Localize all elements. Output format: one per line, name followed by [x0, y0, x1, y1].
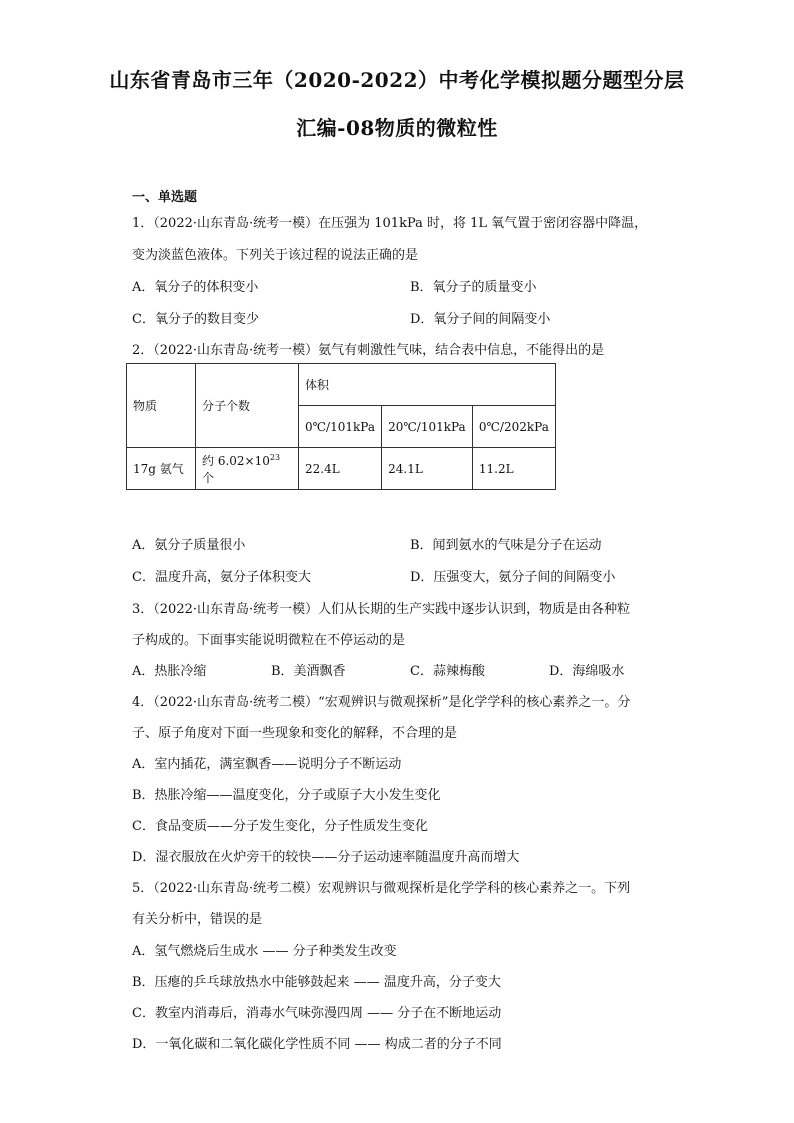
table-cell-volume-3: 11.2L	[472, 448, 555, 490]
question-2-option-c: C．温度升高，氨分子体积变大	[132, 570, 311, 585]
question-1-option-a: A．氧分子的体积变小	[132, 280, 259, 295]
table-header-molecule-count: 分子个数	[196, 364, 299, 448]
question-1-stem-line1: 1．（2022·山东青岛·统考一模）在压强为 101kPa 时，将 1L 氧气置于密闭容器中降温，	[132, 216, 648, 231]
section-heading: 一、单选题	[132, 190, 198, 205]
table-header-volume: 体积	[299, 364, 556, 406]
question-3-option-a: A．热胀冷缩	[132, 664, 207, 679]
question-4-option-b: B．热胀冷缩——温度变化，分子或原子大小发生变化	[132, 788, 441, 803]
question-5-stem-line2: 有关分析中，错误的是	[132, 912, 263, 927]
question-4-option-a: A．室内插花，满室飘香——说明分子不断运动	[132, 757, 402, 772]
table-cell-volume-1: 22.4L	[299, 448, 382, 490]
question-2-stem-line1: 2．（2022·山东青岛·统考一模）氨气有刺激性气味，结合表中信息，不能得出的是	[132, 343, 605, 358]
molecule-count-suffix: 个	[202, 470, 215, 485]
table-cell-molecule-count	[196, 448, 299, 490]
question-4-stem-line1: 4．（2022·山东青岛·统考二模）“宏观辨识与微观探析”是化学学科的核心素养之一。分	[132, 695, 631, 710]
table-cell-volume-2: 24.1L	[382, 448, 473, 490]
question-3-option-b: B．美酒飘香	[271, 664, 346, 679]
question-3-option-d: D．海绵吸水	[549, 664, 625, 679]
table-header-condition-2: 20℃/101kPa	[382, 406, 473, 448]
question-4-option-d: D．湿衣服放在火炉旁干的较快——分子运动速率随温度升高而增大	[132, 850, 520, 865]
question-4-stem-line2: 子、原子角度对下面一些现象和变化的解释，不合理的是	[132, 726, 458, 741]
question-2-option-d: D．压强变大，氨分子间的间隔变小	[410, 570, 616, 585]
question-2-option-b: B．闻到氨水的气味是分子在运动	[410, 538, 602, 553]
question-1-stem-line2: 变为淡蓝色液体。下列关于该过程的说法正确的是	[132, 248, 419, 263]
molecule-count-prefix: 约 6.02×10	[202, 453, 270, 468]
question-3-stem-line1: 3．（2022·山东青岛·统考一模）人们从长期的生产实践中逐步认识到，物质是由各种粒	[132, 602, 631, 617]
question-1-option-c: C．氧分子的数目变少	[132, 312, 259, 327]
table-header-condition-1: 0℃/101kPa	[299, 406, 382, 448]
question-5-option-c: C．教室内消毒后，消毒水气味弥漫四周 —— 分子在不断地运动	[132, 1006, 502, 1021]
molecule-count-exponent: 23	[269, 452, 281, 462]
question-3-option-c: C．蒜辣梅酸	[410, 664, 485, 679]
table-header-substance: 物质	[127, 364, 196, 448]
question-5-stem-line1: 5．（2022·山东青岛·统考二模）宏观辨识与微观探析是化学学科的核心素养之一。下列	[132, 881, 631, 896]
question-3-stem-line2: 子构成的。下面事实能说明微粒在不停运动的是	[132, 633, 406, 648]
question-4-option-c: C．食品变质——分子发生变化，分子性质发生变化	[132, 819, 428, 834]
document-title-line1: 山东省青岛市三年（2020-2022）中考化学模拟题分题型分层	[109, 68, 685, 92]
document-title-line2: 汇编-08物质的微粒性	[296, 116, 498, 140]
question-5-option-d: D．一氧化碳和二氧化碳化学性质不同 —— 构成二者的分子不同	[132, 1037, 502, 1052]
ammonia-data-table	[126, 363, 556, 490]
question-1-option-b: B．氧分子的质量变小	[410, 280, 537, 295]
question-5-option-b: B．压瘪的乒乓球放热水中能够鼓起来 —— 温度升高，分子变大	[132, 975, 501, 990]
question-2-option-a: A．氨分子质量很小	[132, 538, 246, 553]
question-1-option-d: D．氧分子间的间隔变小	[410, 312, 551, 327]
table-cell-substance: 17g 氨气	[127, 448, 196, 490]
table-header-condition-3: 0℃/202kPa	[472, 406, 555, 448]
question-5-option-a: A．氢气燃烧后生成水 —— 分子种类发生改变	[132, 944, 397, 959]
